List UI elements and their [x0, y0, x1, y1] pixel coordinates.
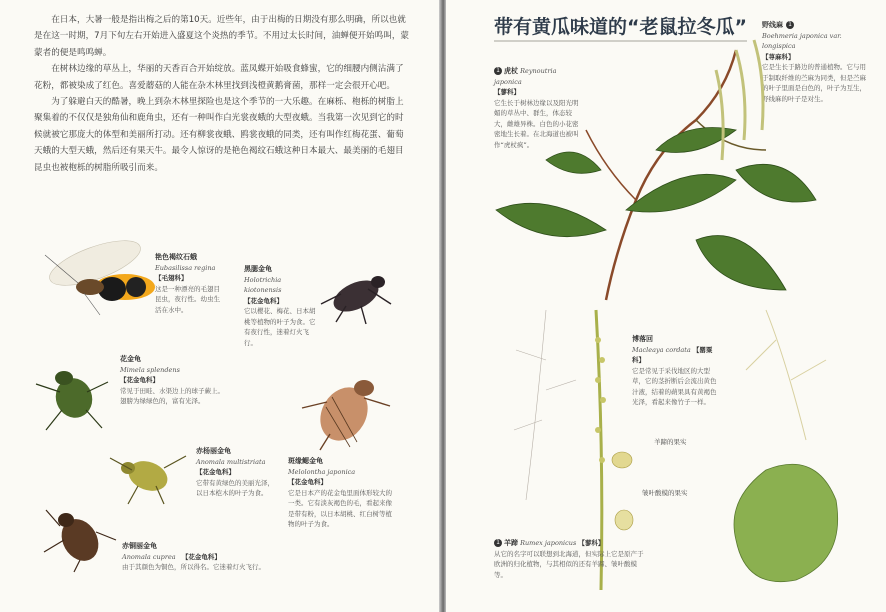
insect-name: 花金龟 — [120, 355, 141, 363]
right-page — [446, 0, 886, 612]
number-icon: 1 — [494, 67, 502, 75]
insect-latin: Eubasilissa regina — [155, 263, 216, 272]
insect-family: 【花金龟科】 — [288, 478, 327, 486]
caddisfly-illustration — [40, 225, 150, 320]
plant-latin: Macleaya cordata — [632, 345, 691, 354]
intro-paragraph: 在日本，大暑一般是指出梅之后的第10天。近些年，由于出梅的日期没有那么明确，所以也就是在这一时期，7月下旬左右开始进入盛夏这个炎热的季节。不用过太长时间，油蝉便开始鸣叫，蒙蒙者的便是鸣鸣蝉。 — [34, 15, 410, 58]
insect-name: 赤杨丽金龟 — [196, 447, 231, 455]
insect-latin: Anomala multistriata — [196, 457, 266, 466]
green-beetle-illustration — [32, 362, 112, 432]
plant-desc: 它是常见于采伐地区的大型草，它的茎折断后会流出黄色汁液，结着的蒴果具有黄褐色光泽，看起来像竹子一样。 — [632, 366, 717, 406]
insect-caption — [196, 446, 276, 499]
number-icon: 1 — [494, 539, 502, 547]
insect-desc: 它是日本产的花金龟里面体形较大的一类。它有淡灰褐色的毛，看起来像是带有粉，以日本胡桃、红白树等植物的叶子为食。 — [288, 488, 392, 528]
copper-beetle-illustration — [40, 500, 118, 572]
plant-desc: 从它的名字可以联想到北海道，但实际上它是原产于欧洲的归化植物，与其相似的还有羊蹄、皱叶酸模等。 — [494, 549, 644, 579]
insect-caption — [155, 252, 225, 315]
page-title: 带有黄瓜味道的“老鼠拉冬瓜” — [494, 12, 747, 39]
plant-caption — [494, 538, 644, 580]
intro-paragraph: 在树林边缘的草丛上，华丽的天香百合开始绽放。蓝凤蝶开始吸食蜂蜜，它的细腰内侧沾满了花粉，都被染成了红色。喜爱蘑菇的人能在杂木林里找到浅橙黄鹅膏菌，那样一定会很开心吧。 — [34, 64, 404, 91]
plant-desc: 它是生长于路边的普通植物。它与用于制取纤维的苎麻为同类，但是苎麻的叶子里面是白色的，叶子为互生，野线麻的叶子是对生。 — [762, 63, 866, 103]
plant-latin: Reynoutria japonica — [494, 67, 557, 86]
insect-caption — [244, 264, 316, 348]
left-page — [0, 0, 439, 612]
intro-text — [34, 12, 410, 176]
insect-name: 赤铜丽金龟 — [122, 542, 157, 550]
plant-latin: Rumex japonicus — [520, 539, 577, 547]
intro-paragraph: 为了躲避白天的酷暑，晚上到杂木林里探险也是这个季节的一大乐趣。在麻栎、枹栎的树脂上聚集着的不仅仅是独角仙和鹿角虫，还有一种叫作白光裳夜蛾的大型夜蛾。当我第一次见到它的时候就被它那庞大的体型和美丽所打动。还有柳裳夜蛾、鸥裳夜蛾的同类，还有叫作红梅花蛋、葡萄天蛾的大型天蛾，然后还有果天牛。最令人惊讶的是艳色褐纹石蛾这种日本最大、最美丽的毛翅目昆虫也被枹栎的树脂所吸引而来。 — [34, 97, 404, 173]
yellowgreen-beetle-illustration — [108, 446, 188, 506]
plant-family: 【蓼科】 — [494, 88, 520, 96]
insect-family: 【花金龟科】 — [181, 552, 221, 561]
insect-family: 【花金龟科】 — [120, 376, 159, 384]
insect-family: 【毛翅科】 — [155, 274, 188, 282]
plant-family: 【罂粟科】 — [632, 345, 713, 364]
book-gutter — [439, 0, 446, 612]
plant-family: 【荨麻科】 — [762, 52, 795, 61]
insect-name: 艳色褐纹石蛾 — [155, 253, 197, 261]
insect-desc: 由于其颜色为铜色，所以得名。它迷着灯火飞行。 — [122, 563, 265, 571]
insect-desc: 这是一种漂亮的毛翅目昆虫，夜行性。幼虫生活在水中。 — [155, 284, 220, 314]
insect-family: 【花金龟科】 — [244, 296, 283, 305]
insect-caption — [288, 456, 398, 530]
insect-latin: Melolontha japonica — [288, 467, 356, 476]
insect-desc: 常见于田畦、水渠边上的球子蕨上。翅膀为绿绿色的，富有光泽。 — [120, 386, 224, 405]
number-icon: 1 — [786, 21, 794, 29]
plant-desc: 它生长于树林边缘以及阳光明媚的草丛中、群生，体态较大，雌雄异株。白色的小花密密地生长着。在北海道也被叫作“虎杖疯”。 — [494, 98, 579, 149]
insect-desc: 它带有黄绿色的美丽光泽，以日本桤木的叶子为食。 — [196, 478, 274, 497]
insect-latin: Anomala cuprea — [122, 552, 176, 561]
plant-name: 羊蹄 — [504, 539, 518, 547]
black-beetle-illustration — [316, 264, 396, 324]
insect-desc: 它以樱花、梅花、日本胡桃等植物的叶子为食。它有夜行性，迷着灯火飞行。 — [244, 307, 316, 347]
plant-illustration — [486, 30, 846, 300]
fruit-callout: 羊蹄的果实 — [654, 438, 687, 446]
insect-caption — [122, 541, 272, 573]
plant-latin: Boehmeria japonica var. longispica — [762, 31, 842, 50]
insect-latin: Mimela splendens — [120, 365, 180, 374]
insect-name: 斑缘鳃金龟 — [288, 457, 323, 465]
plant-name: 博落回 — [632, 335, 653, 343]
plant-name: 野线麻 — [762, 21, 783, 29]
insect-name: 黑腮金龟 — [244, 265, 272, 273]
insect-family: 【花金龟科】 — [196, 468, 235, 476]
plant-family: 【蓼科】 — [578, 539, 605, 547]
plant-name: 虎杖 — [504, 67, 518, 75]
insect-caption — [120, 354, 230, 407]
fruit-callout: 皱叶酸模的果实 — [642, 489, 688, 497]
brown-beetle-illustration — [302, 372, 392, 450]
insect-latin: Holotrichia kiotonensis — [244, 275, 282, 294]
